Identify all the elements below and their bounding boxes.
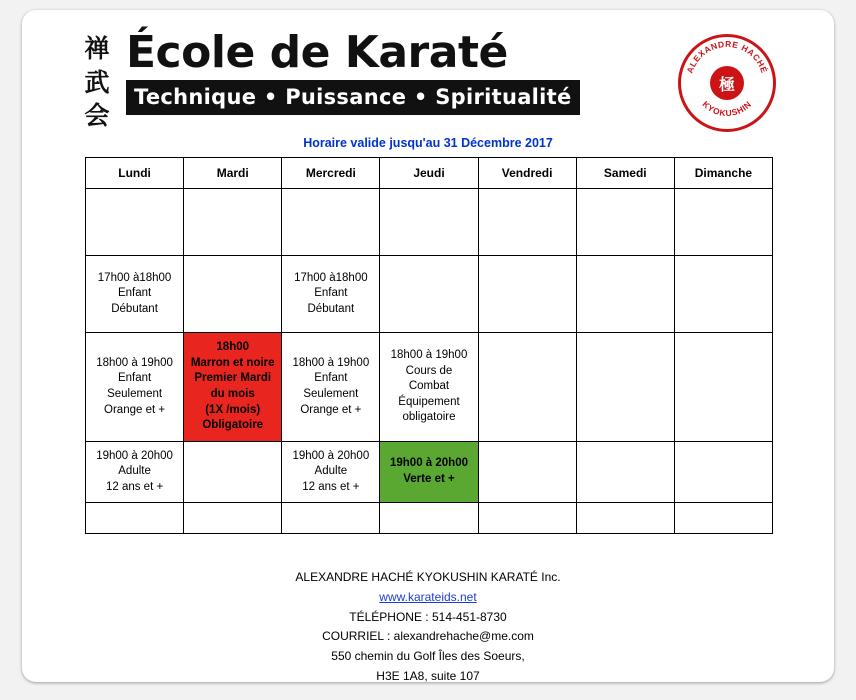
page-title: École de Karaté bbox=[126, 27, 508, 78]
schedule-cell bbox=[86, 189, 184, 256]
schedule-cell: 19h00 à 20h00 Adulte 12 ans et + bbox=[282, 442, 380, 503]
column-header-samedi: Samedi bbox=[576, 158, 674, 189]
footer-company: ALEXANDRE HACHÉ KYOKUSHIN KARATÉ Inc. bbox=[295, 570, 561, 584]
schedule-cell bbox=[674, 189, 772, 256]
schedule-cell bbox=[86, 503, 184, 534]
schedule-cell bbox=[478, 256, 576, 333]
schedule-cell bbox=[576, 503, 674, 534]
footer-address-line2: H3E 1A8, suite 107 bbox=[376, 668, 480, 683]
footer-email: COURRIEL : alexandrehache@me.com bbox=[322, 629, 534, 644]
schedule-cell bbox=[478, 189, 576, 256]
column-header-vendredi: Vendredi bbox=[478, 158, 576, 189]
schedule-cell: 17h00 à18h00 Enfant Débutant bbox=[282, 256, 380, 333]
column-header-mercredi: Mercredi bbox=[282, 158, 380, 189]
logo-center-kanji: 極 bbox=[710, 66, 744, 100]
schedule-cell: 18h00 à 19h00 Cours de Combat Équipement obligatoire bbox=[380, 333, 478, 442]
schedule-cell bbox=[380, 256, 478, 333]
schedule-cell bbox=[184, 256, 282, 333]
schedule-cell bbox=[282, 189, 380, 256]
schedule-cell bbox=[576, 442, 674, 503]
schedule-cell: 18h00 à 19h00 Enfant Seulement Orange et + bbox=[86, 333, 184, 442]
kanji-char-2: 武 bbox=[84, 67, 110, 97]
table-row bbox=[86, 189, 773, 256]
schedule-cell bbox=[282, 503, 380, 534]
schedule-cell bbox=[478, 442, 576, 503]
table-row bbox=[86, 442, 773, 503]
title-block bbox=[126, 27, 572, 115]
schedule-cell: 19h00 à 20h00 Verte et + bbox=[380, 442, 478, 503]
schedule-document bbox=[22, 10, 834, 682]
table-row bbox=[86, 503, 773, 534]
table-header-row bbox=[86, 158, 773, 189]
schedule-cell bbox=[184, 503, 282, 534]
table-row bbox=[86, 256, 773, 333]
schedule-cell bbox=[674, 256, 772, 333]
document-header bbox=[22, 24, 834, 136]
schedule-cell bbox=[184, 442, 282, 503]
schedule-cell: 19h00 à 20h00 Adulte 12 ans et + bbox=[86, 442, 184, 503]
footer-address-line1: 550 chemin du Golf Îles des Soeurs, bbox=[331, 649, 525, 664]
schedule-cell bbox=[576, 333, 674, 442]
schedule-cell: 18h00 à 19h00 Enfant Seulement Orange et + bbox=[282, 333, 380, 442]
schedule-table bbox=[85, 157, 773, 534]
column-header-mardi: Mardi bbox=[184, 158, 282, 189]
footer-phone: TÉLÉPHONE : 514-451-8730 bbox=[349, 609, 507, 624]
logo-top-text: ALEXANDRE HACHÉ bbox=[684, 38, 770, 75]
schedule-cell bbox=[478, 333, 576, 442]
column-header-dimanche: Dimanche bbox=[674, 158, 772, 189]
schedule-cell bbox=[576, 189, 674, 256]
schedule-cell: 18h00 Marron et noire Premier Mardi du mois (1X /mois) Obligatoire bbox=[184, 333, 282, 442]
schedule-cell bbox=[674, 442, 772, 503]
table-row bbox=[86, 333, 773, 442]
schedule-cell bbox=[576, 256, 674, 333]
kanji-char-3: 会 bbox=[84, 101, 110, 130]
schedule-cell bbox=[674, 333, 772, 442]
schedule-cell bbox=[380, 503, 478, 534]
validity-subtitle: Horaire valide jusqu'au 31 Décembre 2017 bbox=[303, 136, 553, 150]
motto-banner: Technique • Puissance • Spiritualité bbox=[126, 80, 580, 115]
column-header-lundi: Lundi bbox=[86, 158, 184, 189]
schedule-cell bbox=[478, 503, 576, 534]
schedule-cell bbox=[184, 189, 282, 256]
column-header-jeudi: Jeudi bbox=[380, 158, 478, 189]
kanji-column bbox=[74, 36, 120, 128]
footer-website-link[interactable]: www.karateids.net bbox=[379, 589, 477, 604]
logo-bottom-text: KYOKUSHIN bbox=[700, 98, 754, 119]
schedule-cell bbox=[674, 503, 772, 534]
schedule-cell bbox=[380, 189, 478, 256]
table-body bbox=[86, 189, 773, 534]
kanji-char-1: 禅 bbox=[84, 34, 110, 63]
schedule-cell: 17h00 à18h00 Enfant Débutant bbox=[86, 256, 184, 333]
document-footer bbox=[22, 568, 834, 687]
club-logo bbox=[678, 34, 776, 132]
